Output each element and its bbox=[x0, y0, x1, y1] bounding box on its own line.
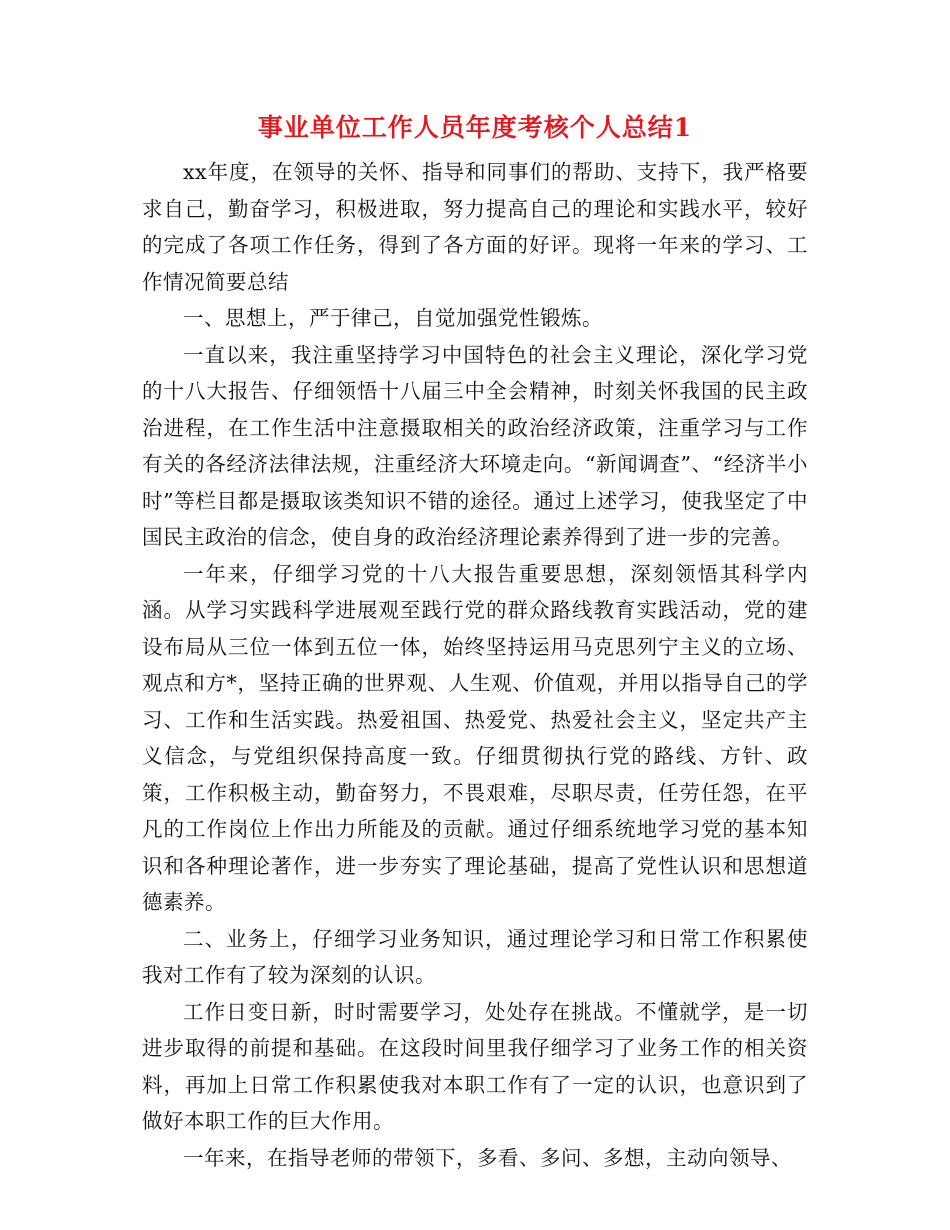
paragraph-intro: xx年度，在领导的关怀、指导和同事们的帮助、支持下，我严格要求自己，勤奋学习，积极进取，努力提高自己的理论和实践水平，较好的完成了各项工作任务，得到了各方面的好评。现将一年来的学习、工作情况简要总结 bbox=[142, 160, 808, 294]
paragraph-party-study: 一年来，仔细学习党的十八大报告重要思想，深刻领悟其科学内涵。从学习实践科学进展观至践行党的群众路线教育实践活动，党的建设布局从三位一体到五位一体，始终坚持运用马克思列宁主义的立场、观点和方*，坚持正确的世界观、人生观、价值观，并用以指导自己的学习、工作和生活实践。热爱祖国、热爱党、热爱社会主义，坚定共产主义信念，与党组织保持高度一致。仔细贯彻执行党的路线、方针、政策，工作积极主动，勤奋努力，不畏艰难，尽职尽责，任劳任怨，在平凡的工作岗位上作出力所能及的贡献。通过仔细系统地学习党的基本知识和各种理论著作，进一步夯实了理论基础，提高了党性认识和思想道德素养。 bbox=[142, 561, 808, 914]
paragraph-section-2-heading: 二、业务上，仔细学习业务知识，通过理论学习和日常工作积累使我对工作有了较为深刻的认识。 bbox=[142, 926, 808, 987]
paragraph-work-learning: 工作日变日新，时时需要学习，处处存在挑战。不懂就学，是一切进步取得的前提和基础。在这段时间里我仔细学习了业务工作的相关资料，再加上日常工作积累使我对本职工作有了一定的认识，也意识到了做好本职工作的巨大作用。 bbox=[142, 999, 808, 1133]
document-title: 事业单位工作人员年度考核个人总结1 bbox=[257, 113, 693, 142]
paragraph-section-1-heading: 一、思想上，严于律己，自觉加强党性锻炼。 bbox=[183, 306, 603, 330]
paragraph-mentor: 一年来，在指导老师的带领下，多看、多问、多想，主动向领导、 bbox=[183, 1145, 792, 1170]
paragraph-theory-study: 一直以来，我注重坚持学习中国特色的社会主义理论，深化学习党的十八大报告、仔细领悟十八届三中全会精神，时刻关怀我国的民主政治进程，在工作生活中注意摄取相关的政治经济政策，注重学习与工作有关的各经济法律法规，注重经济大环境走向。“新闻调查”、“经济半小时”等栏目都是摄取该类知识不错的途径。通过上述学习，使我坚定了中国民主政治的信念，使自身的政治经济理论素养得到了进一步的完善。 bbox=[142, 342, 808, 549]
